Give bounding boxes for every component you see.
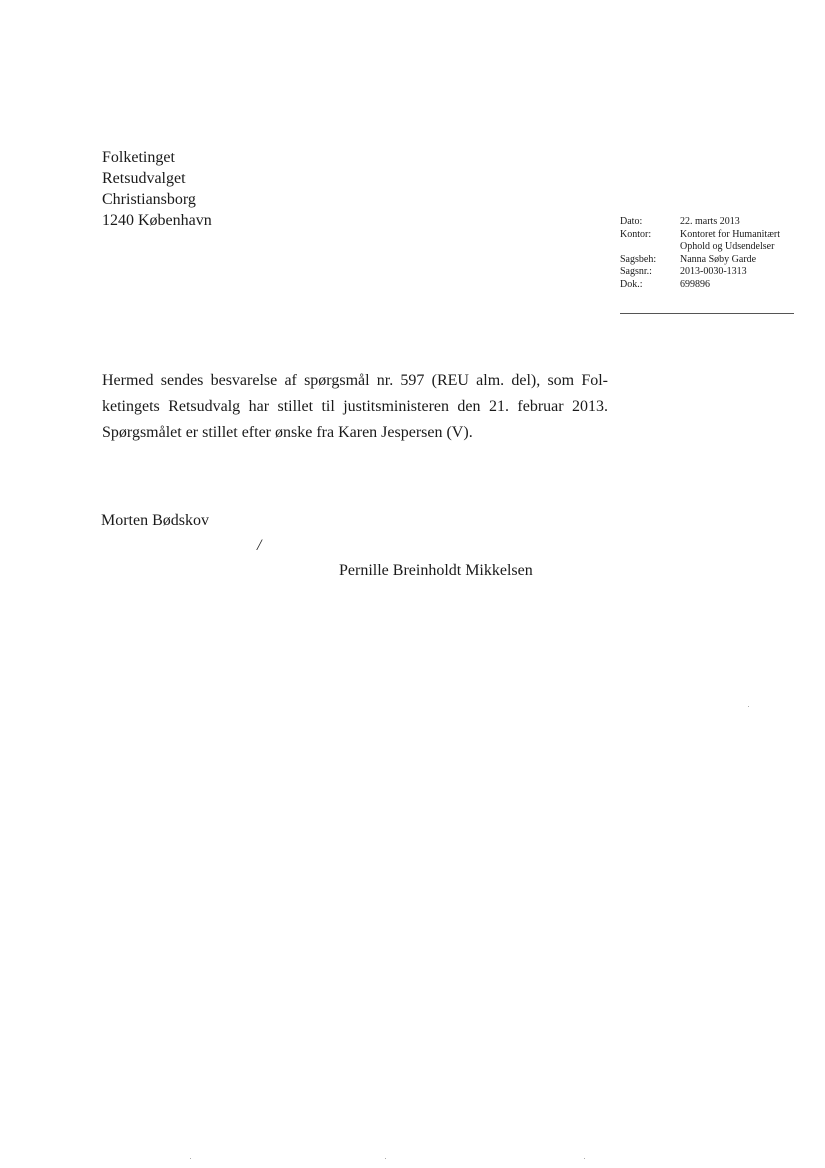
office-value-line-1: Kontoret for Humanitært — [680, 228, 780, 240]
office-value — [680, 229, 796, 254]
scan-speck — [748, 706, 749, 707]
letter-body — [102, 368, 608, 446]
meta-row-office — [620, 229, 796, 254]
meta-row-doc — [620, 279, 796, 292]
recipient-line-4: 1240 København — [102, 212, 212, 229]
body-line-2: ketingets Retsudvalg har stillet til justitsministeren den 21. februar 2013. — [102, 398, 608, 415]
handler-label: Sagsbeh: — [620, 253, 657, 265]
body-line-1: Hermed sendes besvarelse af spørgsmål nr. 597 (REU alm. del), som Fol- — [102, 372, 608, 389]
scan-speck — [385, 1158, 386, 1159]
body-line-3: Spørgsmålet er stillet efter ønske fra Karen Jespersen (V). — [102, 424, 473, 441]
recipient-line-3: Christiansborg — [102, 191, 196, 208]
signature-official: Pernille Breinholdt Mikkelsen — [339, 562, 533, 579]
meta-row-handler — [620, 254, 796, 267]
signature-minister: Morten Bødskov — [101, 512, 209, 529]
date-value: 22. marts 2013 — [680, 216, 740, 227]
metadata-divider — [620, 313, 794, 314]
signature-separator: / — [257, 537, 262, 554]
case-label: Sagsnr.: — [620, 266, 652, 277]
meta-row-case — [620, 266, 796, 279]
recipient-line-2: Retsudvalget — [102, 170, 186, 187]
recipient-address — [102, 147, 212, 231]
doc-value: 699896 — [680, 278, 710, 290]
office-value-line-2: Ophold og Udsendelser — [680, 241, 775, 252]
date-label: Dato: — [620, 216, 643, 227]
case-value: 2013-0030-1313 — [680, 266, 747, 277]
scan-speck — [190, 1158, 191, 1159]
meta-row-date — [620, 216, 796, 229]
body-paragraph — [102, 368, 608, 446]
doc-label: Dok.: — [620, 278, 643, 290]
handler-value: Nanna Søby Garde — [680, 253, 757, 265]
office-label: Kontor: — [620, 228, 652, 240]
recipient-line-1: Folketinget — [102, 149, 175, 166]
document-metadata — [620, 216, 796, 291]
scan-speck — [584, 1158, 585, 1159]
